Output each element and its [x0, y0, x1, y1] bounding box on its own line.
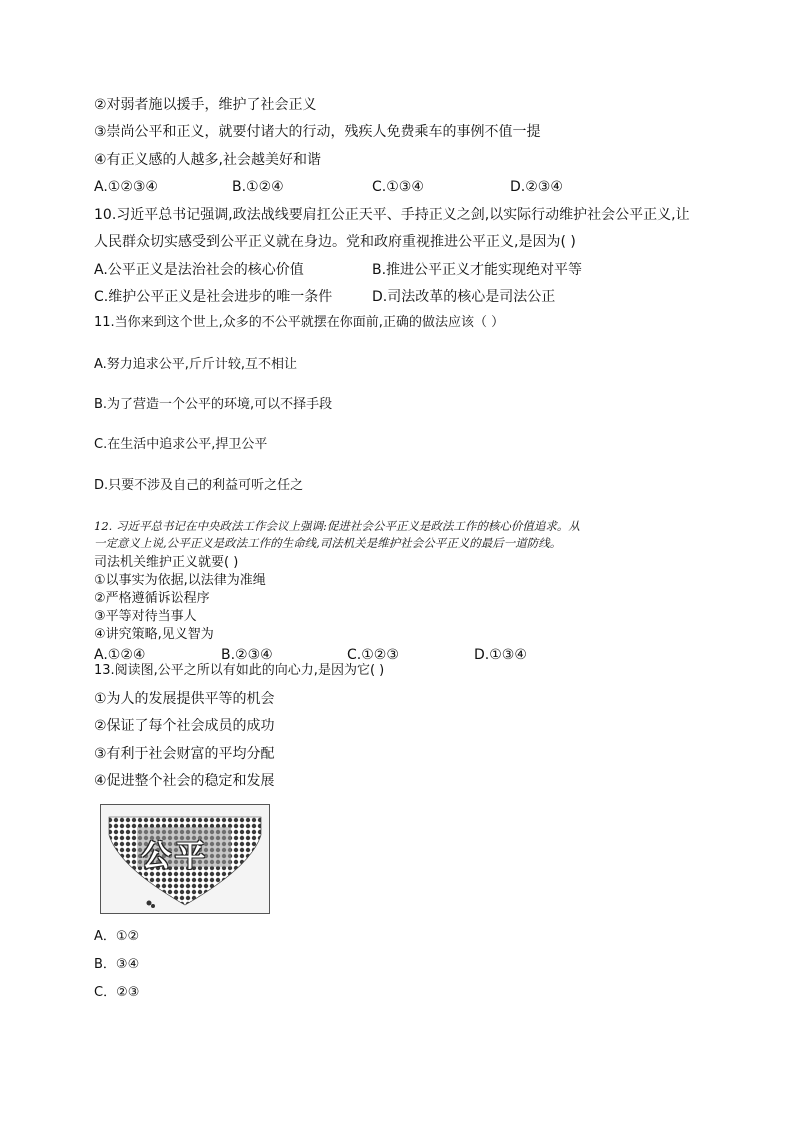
q11-stem: 11.当你来到这个世上,众多的不公平就摆在你面前,正确的做法应该（ ） — [94, 315, 505, 330]
q9-option-a[interactable]: A.①②③④ — [94, 179, 158, 195]
q12-option-b[interactable]: B.②③④ — [221, 647, 273, 663]
q9-option-d[interactable]: D.②③④ — [510, 179, 563, 195]
q9-statement-4: ④有正义感的人越多,社会越美好和谐 — [94, 152, 322, 168]
q10-option-d[interactable]: D.司法改革的核心是司法公正 — [372, 289, 556, 305]
q12-option-c[interactable]: C.①②③ — [347, 647, 399, 663]
q13-statement-4: ④促进整个社会的稳定和发展 — [94, 773, 275, 789]
q12-statement-4: ④讲究策略,见义智为 — [94, 627, 214, 642]
q11-option-a[interactable]: A.努力追求公平,斤斤计较,互不相让 — [94, 357, 298, 372]
q12-statement-3: ③平等对待当事人 — [94, 609, 197, 624]
q13-statement-3: ③有利于社会财富的平均分配 — [94, 746, 275, 762]
q12-option-d[interactable]: D.①③④ — [474, 647, 527, 663]
q13-option-b[interactable]: B．③④ — [94, 957, 140, 972]
q11-option-d[interactable]: D.只要不涉及自己的利益可听之任之 — [94, 478, 304, 493]
q11-option-b[interactable]: B.为了营造一个公平的环境,可以不择手段 — [94, 397, 333, 412]
q9-statement-2: ②对弱者施以援手，维护了社会正义 — [94, 97, 317, 113]
figure-caption-text: 公平 — [141, 839, 209, 874]
fairness-figure — [100, 804, 270, 914]
q13-option-a[interactable]: A．①② — [94, 929, 140, 944]
q12-option-a[interactable]: A.①②④ — [94, 647, 146, 663]
q13-option-c[interactable]: C．②③ — [94, 985, 140, 1000]
q11-option-c[interactable]: C.在生活中追求公平,捍卫公平 — [94, 437, 268, 452]
q10-option-c[interactable]: C.维护公平正义是社会进步的唯一条件 — [94, 289, 333, 305]
q9-option-b[interactable]: B.①②④ — [232, 179, 284, 195]
q10-option-a[interactable]: A.公平正义是法治社会的核心价值 — [94, 262, 304, 278]
q13-stem: 13.阅读图,公平之所以有如此的向心力,是因为它( ) — [94, 663, 385, 678]
q10-stem-line-1: 10.习近平总书记强调,政法战线要肩扛公正天平、手持正义之剑,以实际行动维护社会公平正义,让 — [94, 207, 690, 223]
q13-statement-2: ②保证了每个社会成员的成功 — [94, 718, 275, 734]
q12-statement-2: ②严格遵循诉讼程序 — [94, 591, 210, 606]
q10-option-b[interactable]: B.推进公平正义才能实现绝对平等 — [372, 262, 583, 278]
q12-stem-line-3: 司法机关维护正义就要( ) — [94, 555, 239, 570]
q13-statement-1: ①为人的发展提供平等的机会 — [94, 691, 275, 707]
q12-stem-line-2: 一定意义上说,公平正义是政法工作的生命线,司法机关是维护社会公平正义的最后一道防线。 — [94, 536, 562, 550]
q9-option-c[interactable]: C.①③④ — [372, 179, 424, 195]
q10-stem-line-2: 人民群众切实感受到公平正义就在身边。党和政府重视推进公平正义,是因为( ) — [94, 234, 576, 250]
q12-statement-1: ①以事实为依据,以法律为准绳 — [94, 573, 266, 588]
q9-statement-3: ③崇尚公平和正义，就要付诸大的行动，残疾人免费乘车的事例不值一提 — [94, 124, 541, 140]
q12-stem-line-1: 12. 习近平总书记在中央政法工作会议上强调:促进社会公平正义是政法工作的核心价值追求。从 — [94, 519, 580, 533]
